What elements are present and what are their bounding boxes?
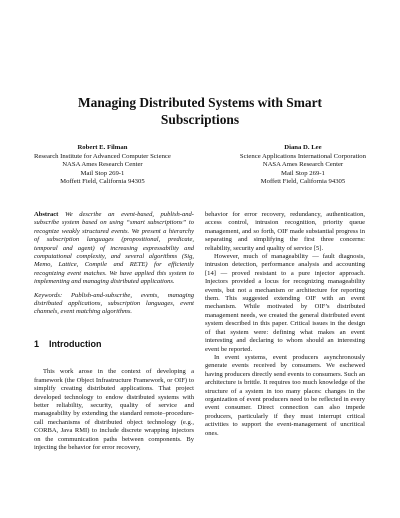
left-column — [34, 211, 194, 452]
author-affiliation: Research Institute for Advanced Computer Science — [34, 152, 171, 160]
author-block — [34, 144, 366, 187]
author-affiliation: Science Applications International Corporation — [239, 152, 366, 160]
body-paragraph: In event systems, event producers asynchronously generate events received by consumers. We eschewed having producers directly send events to consumers. Such an architecture is brittle. It requires too much knowledge of the structure of a system in too many places: changes in the organization of event producers need to be reflected in every event consumer. Direct connection can also impede producers, particularly if they must interrupt critical activities to support the event-management of uncritical ones. — [205, 353, 365, 437]
author-address: Moffett Field, California 94305 — [60, 178, 145, 185]
body-paragraph: This work arose in the context of developing a framework (the Object Infrastructure Framework, or OIF) to simplify creating distributed applications. That project developed technology to endow distributed systems with better reliability, security, quality of service and manageability by extending the standard remote–procedure-call mechanisms of distributed object technology (e.g., CORBA, Java RMI) to include discrete wrapping injectors on the communication paths between components. By injecting the behavior for error recovery, — [34, 368, 194, 451]
title-line: Managing Distributed Systems with Smart — [77, 95, 322, 110]
abstract — [34, 211, 194, 287]
author-address: Mail Stop 269-1 — [281, 169, 325, 177]
author-address: Mail Stop 269-1 — [80, 169, 125, 177]
body-paragraph: behavior for error recovery, redundancy, authentication, access control, intrusion recognition, priority queue management, and so forth, OIF made substantial progress in separating and simplifying the first three concerns: reliability, security and quality of service [5]. — [205, 211, 365, 252]
author-address: NASA Ames Research Center — [62, 161, 143, 168]
keywords: Keywords: Publish-and-subscribe, events, managing distributed applications, subscription languages, event channels, event matching algorithms. — [34, 291, 194, 316]
abstract-label: Abstract — [34, 211, 59, 218]
author-address: Moffett Field, California 94305 — [260, 178, 346, 185]
author-name: Diana D. Lee — [284, 144, 322, 151]
right-column — [205, 211, 365, 438]
body-paragraph: However, much of manageability — fault diagnosis, intrusion detection, performance analysis and accounting [14] — proved resistant to a pure injector approach. Injectors provided a locus for recognizing manageability events, but not a mechanism or architecture for reporting them. This suggested extending OIF with an event mechanism. While motivated by OIF’s distributed management needs, we created the general distributed event system described in this paper. Critical issues in the design of that system were: defining what makes an event interesting and declaring to whom should an interesting event be reported. — [205, 253, 365, 353]
abstract-text: We describe an event-based, publish-and-subscribe system based on using “smart subscriptions” to recognize weakly structured events. We present a hierarchy of subscription languages (propositional, predicate, temporal and agent) of increasing expressability and computational complexity, and several algorithms (Sig, Memo, Lattice, Compile and RETE) for efficiently recognizing event matches. We have applied this system to implementing and managing distributed applications. — [34, 211, 194, 286]
author-address: NASA Ames Research Center — [262, 161, 344, 168]
section-heading — [34, 340, 194, 348]
author-name: Robert E. Filman — [77, 144, 128, 151]
author-1 — [34, 144, 171, 187]
section-title: Introduction — [49, 338, 102, 349]
section-number: 1 — [34, 338, 40, 349]
paper-title — [40, 94, 360, 128]
author-2 — [240, 144, 366, 187]
title-line: Subscriptions — [160, 112, 240, 127]
